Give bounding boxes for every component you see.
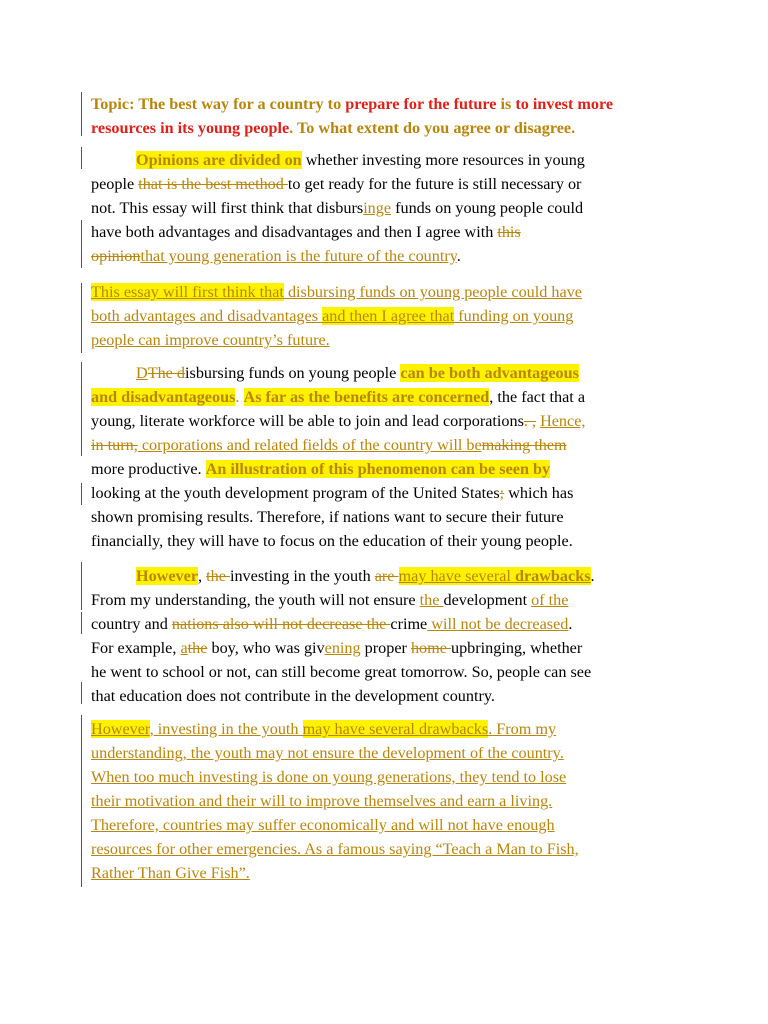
revision-bar	[81, 283, 82, 353]
revision-bar	[81, 362, 82, 456]
revision-bar	[81, 682, 82, 704]
paragraph-advantages: DThe disbursing funds on young people can be both advantageous and disadvantageous. As far as the benefits are concerned, the fact that a young, literate workforce will be able to join and lead corporations. , Hence, in turn, corporations and related fields of the country will bemaking them more productive. An illustration of this phenomenon can be seen by looking at the youth development program of the United States; which has shown promising results. Therefore, if nations want to secure their future financially, they will have to focus on the education of their young people.	[91, 364, 586, 550]
revision-bar	[81, 715, 82, 887]
revision-bar	[81, 220, 82, 268]
paragraph-introduction: Opinions are divided on whether investing more resources in young people that is the best method to get ready for the future is still necessary or not. This essay will first think that disbursinge funds on young people could have both advantages and disadvantages and then I agree with this opinionthat young generation is the future of the country.	[91, 151, 585, 265]
revision-bar	[81, 483, 82, 505]
revision-bar	[81, 612, 82, 634]
revision-bar	[81, 147, 82, 169]
paragraph-thesis-revision: This essay will first think that disbursing funds on young people could have both advantages and disadvantages and then I agree that funding on young people can improve country’s future.	[91, 283, 582, 349]
topic-heading: Topic: The best way for a country to prepare for the future is to invest more resources in its young people. To what extent do you agree or disagree.	[91, 95, 614, 137]
paragraph-disadvantages: However, the investing in the youth are may have several drawbacks. From my understanding, the youth will not ensure the development of the country and nations also will not decrease the crime will not be decreased. For example, athe boy, who was givening proper home upbringing, whether he went to school or not, can still become great tomorrow. So, people can see that education does not contribute in the development country.	[91, 567, 595, 705]
paragraph-disadvantages-revision: However, investing in the youth may have several drawbacks. From my understanding, the youth may not ensure the development of the country. When too much investing is done on young generations, they tend to lose their motivation and their will to improve themselves and earn a living. Therefore, countries may suffer economically and will not have enough resources for other emergencies. As a famous saying “Teach a Man to Fish, Rather Than Give Fish”.	[91, 720, 579, 882]
revision-bar	[81, 92, 82, 136]
revision-bar	[81, 562, 82, 610]
